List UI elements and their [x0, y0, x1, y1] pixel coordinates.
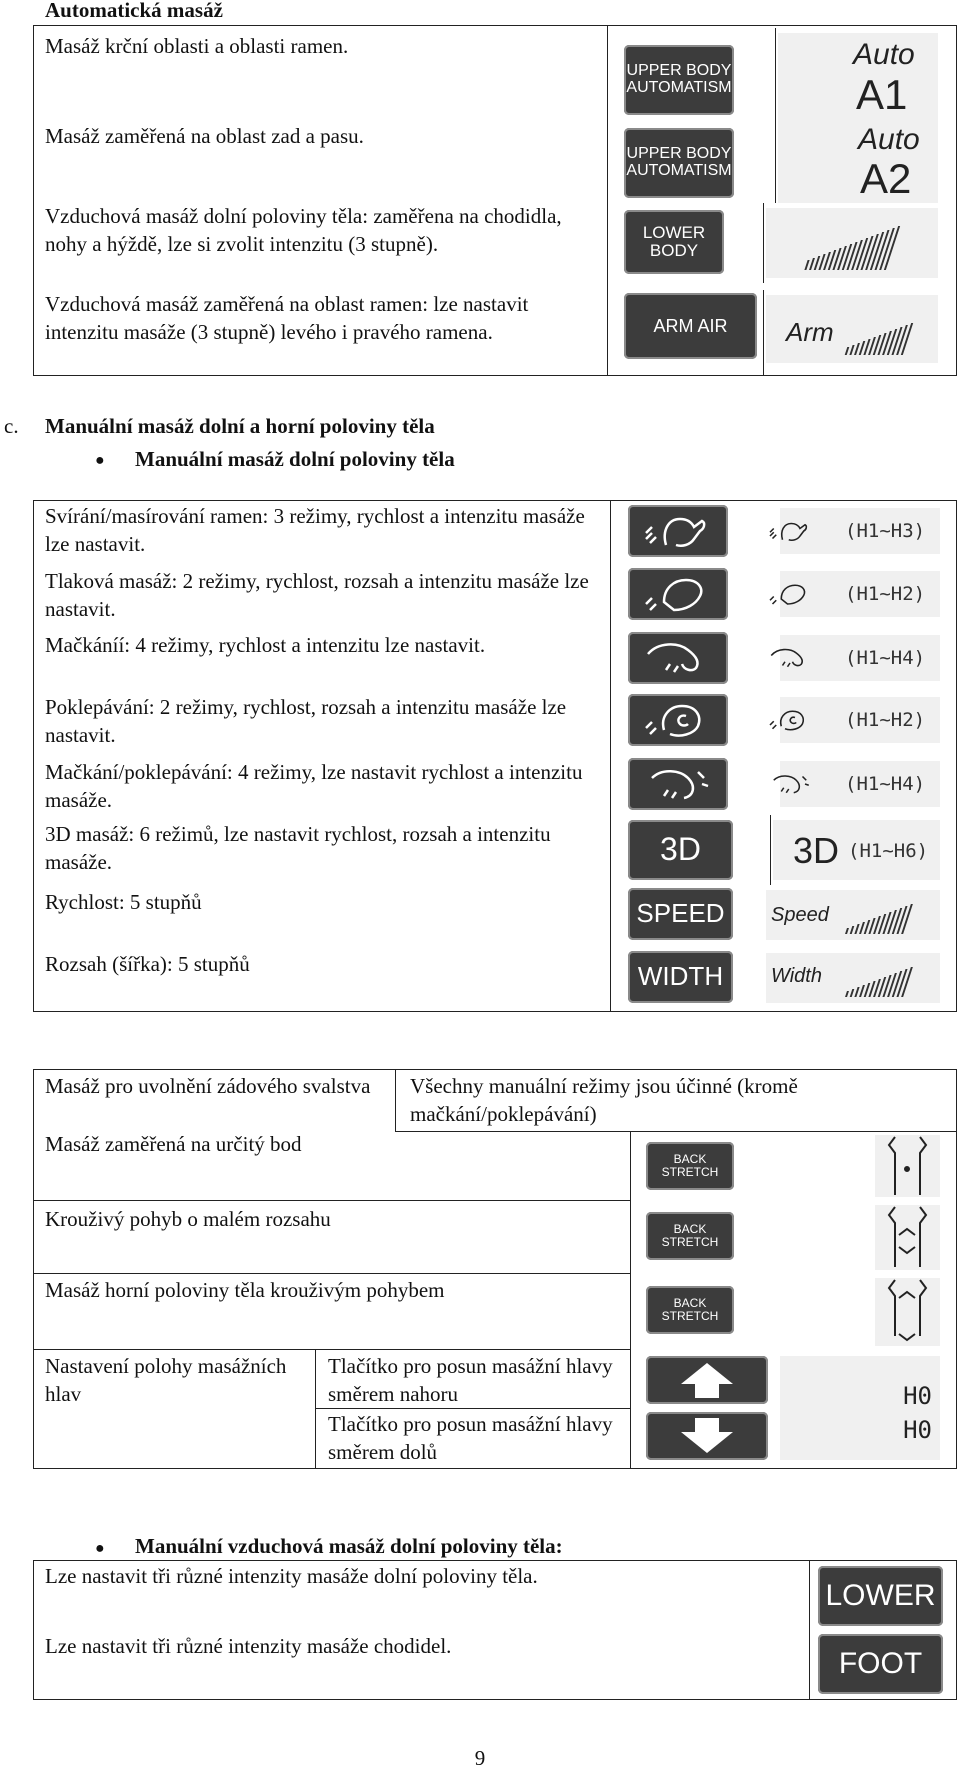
- 3d-display-label: 3D: [793, 830, 840, 871]
- back-stretch-button-upper-circle[interactable]: BACK STRETCH: [646, 1286, 734, 1334]
- grip-text: Svírání/masírování ramen: 3 režimy, rychlost a intenzitu masáže lze nastavit.: [45, 504, 585, 556]
- section-a-title: Automatická masáž: [45, 0, 223, 22]
- section-c-subtitle: Manuální masáž dolní poloviny těla: [135, 447, 455, 471]
- auto-a2-text: Masáž zaměřená na oblast zad a pasu.: [45, 124, 364, 148]
- tap-button[interactable]: [628, 694, 728, 746]
- tap-range: (H1~H2): [845, 709, 926, 731]
- grip-range-display: [780, 508, 940, 554]
- small-circle-body-icon: [875, 1205, 940, 1270]
- knead-tap-button[interactable]: [628, 758, 728, 810]
- bullet-icon: ●: [95, 452, 105, 469]
- arm-air-text: Vzduchová masáž zaměřená na oblast ramen: lze nastavit intenzitu masáže (3 stupně) levého i pravého ramena.: [45, 292, 529, 344]
- grip-button[interactable]: [628, 505, 728, 557]
- lower-body-intensity-display: [766, 208, 938, 278]
- press-range: (H1~H2): [845, 583, 926, 605]
- point-body-icon: [875, 1135, 940, 1197]
- upper-circle-display: [875, 1278, 940, 1346]
- speed-label: Speed: [771, 904, 829, 926]
- section-c-label: c.: [4, 414, 19, 438]
- tap-hand-icon: [765, 699, 815, 741]
- 3d-range: (H1~H6): [848, 840, 929, 862]
- point-display: [875, 1135, 940, 1197]
- auto-a1-display: [778, 33, 938, 123]
- a1-label: A1: [856, 71, 908, 118]
- tap-hand-icon: [638, 698, 718, 742]
- small-circle-display: [875, 1205, 940, 1270]
- auto-a1-text: Masáž krční oblasti a oblasti ramen.: [45, 34, 349, 58]
- knead-range: (H1~H4): [845, 647, 926, 669]
- position-label: Nastavení polohy masážních hlav: [45, 1354, 287, 1406]
- press-range-display: [780, 571, 940, 617]
- arrow-up-icon: [677, 1360, 737, 1400]
- press-hand-icon: [638, 572, 718, 616]
- small-circle-text: Krouživý pohyb o malém rozsahu: [45, 1207, 331, 1231]
- 3d-text: 3D masáž: 6 režimů, lze nastavit rychlost, rozsah a intenzitu masáže.: [45, 822, 551, 874]
- width-label: Width: [771, 965, 822, 987]
- lower-air-text: Lze nastavit tři různé intenzity masáže dolní poloviny těla.: [45, 1564, 538, 1588]
- width-bars: [846, 961, 908, 997]
- speed-display: [766, 890, 940, 940]
- foot-button[interactable]: FOOT: [818, 1634, 943, 1694]
- move-down-button[interactable]: [646, 1412, 768, 1460]
- auto-label: Auto: [858, 123, 920, 156]
- knead-tap-range-display: [780, 761, 940, 807]
- down-position-readout: H0: [903, 1416, 932, 1444]
- bullet-icon: ●: [95, 1540, 105, 1557]
- lower-body-button[interactable]: LOWER BODY: [624, 210, 724, 274]
- speed-bars: [846, 898, 908, 934]
- 3d-range-display: [773, 820, 940, 880]
- width-display: [766, 953, 940, 1003]
- head-position-display: [780, 1356, 940, 1460]
- width-text: Rozsah (šířka): 5 stupňů: [45, 952, 250, 976]
- section-c-title: Manuální masáž dolní a horní poloviny těla: [45, 414, 435, 438]
- point-massage-text: Masáž zaměřená na určitý bod: [45, 1132, 302, 1156]
- knead-range-display: [780, 635, 940, 681]
- intensity-bars: [846, 307, 908, 355]
- knead-tap-range: (H1~H4): [845, 773, 926, 795]
- grip-hand-icon: [638, 509, 718, 553]
- upper-circle-body-icon: [875, 1278, 940, 1346]
- width-button[interactable]: WIDTH: [628, 951, 733, 1003]
- arm-label: Arm: [786, 317, 834, 347]
- upper-body-automatism-button-a2[interactable]: UPPER BODY AUTOMATISM: [624, 128, 734, 198]
- a2-label: A2: [860, 155, 912, 202]
- back-stretch-button-small-circle[interactable]: BACK STRETCH: [646, 1212, 734, 1260]
- knead-hand-icon: [765, 637, 815, 679]
- arm-air-display: [766, 295, 938, 363]
- upper-circle-text: Masáž horní poloviny těla krouživým pohybem: [45, 1278, 445, 1302]
- back-stretch-label: Masáž pro uvolnění zádového svalstva: [45, 1074, 371, 1098]
- move-down-text: Tlačítko pro posun masážní hlavy směrem dolů: [328, 1412, 613, 1464]
- grip-hand-icon: [765, 510, 815, 552]
- up-position-readout: H0: [903, 1382, 932, 1410]
- press-hand-icon: [765, 573, 815, 615]
- knead-hand-icon: [638, 636, 718, 680]
- back-stretch-note: Všechny manuální režimy jsou účinné (kromě mačkání/poklepávání): [410, 1074, 798, 1126]
- 3d-button[interactable]: 3D: [628, 820, 733, 880]
- arrow-down-icon: [677, 1416, 737, 1456]
- back-stretch-button-point[interactable]: BACK STRETCH: [646, 1142, 734, 1190]
- knead-text: Mačkáníí: 4 režimy, rychlost a intenzitu lze nastavit.: [45, 633, 486, 657]
- upper-body-automatism-button-a1[interactable]: UPPER BODY AUTOMATISM: [624, 45, 734, 115]
- auto-a2-display: [778, 123, 938, 203]
- arm-air-button[interactable]: ARM AIR: [624, 293, 757, 359]
- air-section-title: Manuální vzduchová masáž dolní poloviny těla:: [135, 1534, 563, 1558]
- knead-tap-text: Mačkání/poklepávání: 4 režimy, lze nastavit rychlost a intenzitu masáže.: [45, 760, 583, 812]
- speed-text: Rychlost: 5 stupňů: [45, 890, 202, 914]
- grip-range: (H1~H3): [845, 520, 926, 542]
- move-up-text: Tlačítko pro posun masážní hlavy směrem nahoru: [328, 1354, 613, 1406]
- auto-label: Auto: [853, 38, 915, 71]
- move-up-button[interactable]: [646, 1356, 768, 1404]
- knead-button[interactable]: [628, 632, 728, 684]
- intensity-bars: [806, 220, 893, 270]
- lower-body-air-text: Vzduchová masáž dolní poloviny těla: zaměřena na chodidla, nohy a hýždě, lze si zvolit intenzitu (3 stupně).: [45, 204, 562, 256]
- foot-air-text: Lze nastavit tři různé intenzity masáže chodidel.: [45, 1634, 452, 1658]
- tap-text: Poklepávání: 2 režimy, rychlost, rozsah a intenzitu masáže lze nastavit.: [45, 695, 567, 747]
- knead-tap-hand-icon: [765, 763, 815, 805]
- knead-tap-hand-icon: [638, 762, 718, 806]
- press-text: Tlaková masáž: 2 režimy, rychlost, rozsah a intenzitu masáže lze nastavit.: [45, 569, 589, 621]
- lower-button[interactable]: LOWER: [818, 1566, 943, 1626]
- page-number: 9: [474, 1746, 486, 1770]
- tap-range-display: [780, 697, 940, 743]
- speed-button[interactable]: SPEED: [628, 888, 733, 940]
- press-button[interactable]: [628, 568, 728, 620]
